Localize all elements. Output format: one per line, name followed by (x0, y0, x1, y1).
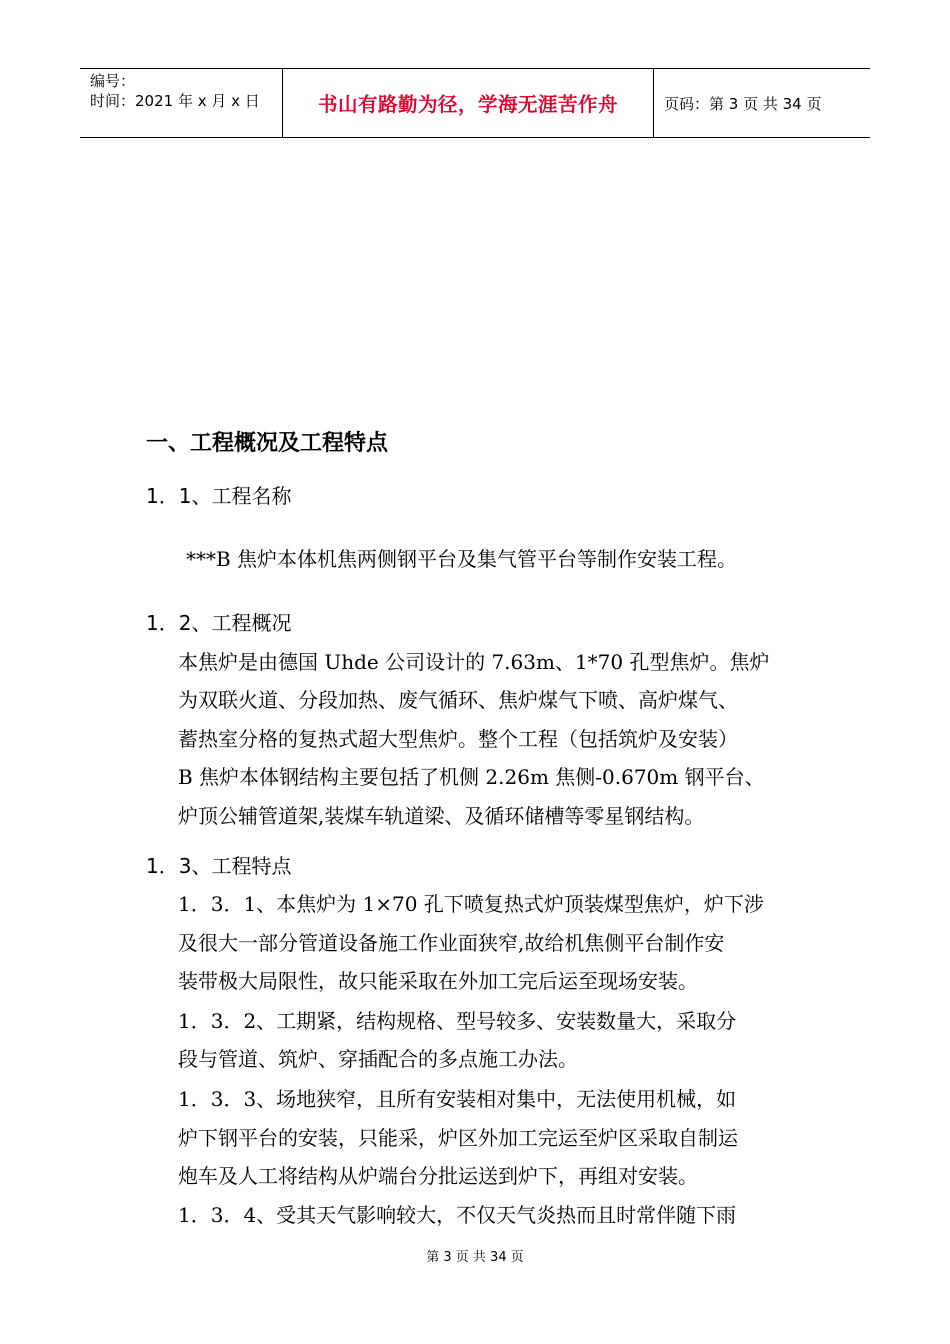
features-line: 1．3．4、受其天气影响较大，不仅天气炎热而且时常伴随下雨 (178, 1203, 737, 1227)
number-label: 编号： (90, 72, 136, 90)
features-line: 炮车及人工将结构从炉端台分批运送到炉下，再组对安装。 (178, 1164, 698, 1188)
header-page-info: 页码：第 3 页 共 34 页 (664, 94, 822, 113)
time-label: 时间：2021 年 x 月 x 日 (90, 92, 260, 110)
features-line: 装带极大局限性，故只能采取在外加工完后运至现场安装。 (178, 969, 698, 993)
header-meta-cell (80, 69, 282, 137)
overview-line: 为双联火道、分段加热、废气循环、焦炉煤气下喷、高炉煤气、 (178, 688, 738, 712)
section-title: 一、工程概况及工程特点 (146, 431, 389, 456)
features-line: 1．3．3、场地狭窄，且所有安装相对集中，无法使用机械，如 (178, 1087, 737, 1111)
project-name-text: ***B 焦炉本体机焦两侧钢平台及集气管平台等制作安装工程。 (186, 547, 738, 571)
header-motto: 书山有路勤为径，学海无涯苦作舟 (282, 69, 654, 137)
features-line: 1．3．2、工期紧，结构规格、型号较多、安装数量大，采取分 (178, 1009, 737, 1033)
overview-line: 炉顶公辅管道架,装煤车轨道梁、及循环储槽等零星钢结构。 (178, 804, 705, 828)
features-line: 及很大一部分管道设备施工作业面狭窄,故给机焦侧平台制作安 (178, 931, 725, 955)
header-table (80, 68, 870, 138)
subsection-title-name: 1．1、工程名称 (146, 484, 292, 508)
features-line: 段与管道、筑炉、穿插配合的多点施工办法。 (178, 1047, 578, 1071)
subsection-title-features: 1．3、工程特点 (146, 854, 292, 878)
overview-line: B 焦炉本体钢结构主要包括了机侧 2.26m 焦侧-0.670m 钢平台、 (178, 765, 765, 789)
subsection-title-overview: 1．2、工程概况 (146, 611, 292, 635)
page-footer: 第 3 页 共 34 页 (426, 1250, 524, 1265)
features-line: 炉下钢平台的安装，只能采，炉区外加工完运至炉区采取自制运 (178, 1126, 738, 1150)
overview-line: 本焦炉是由德国 Uhde 公司设计的 7.63m、1*70 孔型焦炉。焦炉 (178, 650, 770, 674)
features-line: 1．3．1、本焦炉为 1×70 孔下喷复热式炉顶装煤型焦炉，炉下涉 (178, 892, 764, 916)
overview-line: 蓄热室分格的复热式超大型焦炉。整个工程（包括筑炉及安装） (178, 727, 738, 751)
